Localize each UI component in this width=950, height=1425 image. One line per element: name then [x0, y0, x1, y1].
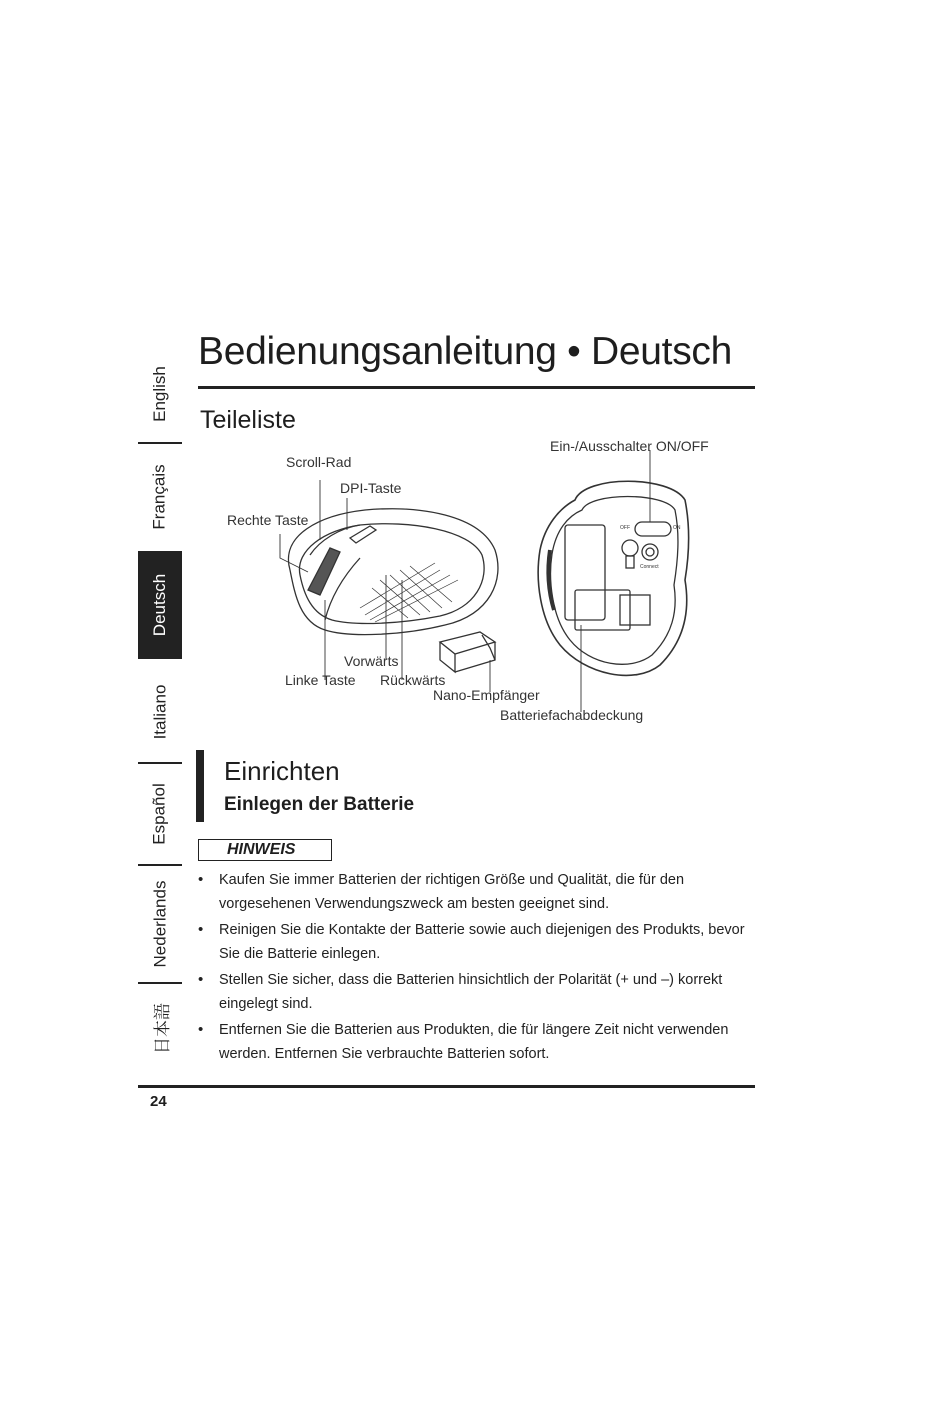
setup-heading: Einrichten	[224, 756, 340, 786]
page-number: 24	[150, 1093, 167, 1110]
list-item: • Stellen Sie sicher, dass die Batterien hinsichtlich der Polarität (+ und –) korrekt eingelegt sind.	[198, 968, 758, 1016]
lang-tab-japanese[interactable]: 日本語	[152, 1002, 172, 1054]
list-item: • Reinigen Sie die Kontakte der Batterie sowie auch diejenigen des Produkts, bevor Sie die Batterie einlegen.	[198, 918, 758, 966]
list-item: • Entfernen Sie die Batterien aus Produkten, die für längere Zeit nicht verwenden werden. Entfernen Sie verbrauchte Batterien sofort.	[198, 1018, 758, 1066]
label-connect: Connect	[640, 564, 659, 570]
label-nano-receiver: Nano-Empfänger	[433, 687, 540, 703]
label-scroll-wheel: Scroll-Rad	[286, 454, 352, 470]
label-left-button: Linke Taste	[285, 672, 356, 688]
tab-divider	[138, 442, 182, 444]
section-marker	[196, 750, 204, 822]
lang-tab-nederlands[interactable]: Nederlands	[150, 880, 170, 968]
lang-tab-deutsch[interactable]: Deutsch	[138, 551, 182, 659]
tab-divider	[138, 762, 182, 764]
mouse-illustration	[190, 430, 750, 730]
parts-list-heading: Teileliste	[200, 406, 296, 434]
label-forward: Vorwärts	[344, 653, 399, 669]
parts-figure	[190, 430, 750, 730]
label-on: ON	[673, 525, 681, 531]
label-backward: Rückwärts	[380, 672, 446, 688]
label-dpi-button: DPI-Taste	[340, 480, 402, 496]
battery-heading: Einlegen der Batterie	[224, 794, 415, 815]
footer-rule	[138, 1085, 755, 1088]
label-battery-cover: Batteriefachabdeckung	[500, 707, 644, 723]
lang-tab-francais[interactable]: Français	[150, 464, 169, 530]
lang-tab-english[interactable]: English	[150, 366, 170, 422]
lang-tab-espanol[interactable]: Español	[150, 783, 169, 845]
title-rule	[198, 386, 755, 389]
page-title: Bedienungsanleitung • Deutsch	[198, 330, 733, 373]
lang-tab-italiano[interactable]: Italiano	[150, 684, 170, 740]
note-box: HINWEIS	[198, 839, 332, 861]
list-item: • Kaufen Sie immer Batterien der richtigen Größe und Qualität, die für den vorgesehenen Verwendungszweck am besten geeignet sind.	[198, 868, 758, 916]
tab-divider	[138, 982, 182, 984]
label-off: OFF	[620, 525, 630, 531]
label-right-button: Rechte Taste	[227, 512, 309, 528]
label-power-switch: Ein-/Ausschalter ON/OFF	[550, 438, 709, 454]
tab-divider	[138, 864, 182, 866]
note-list	[198, 868, 758, 1068]
